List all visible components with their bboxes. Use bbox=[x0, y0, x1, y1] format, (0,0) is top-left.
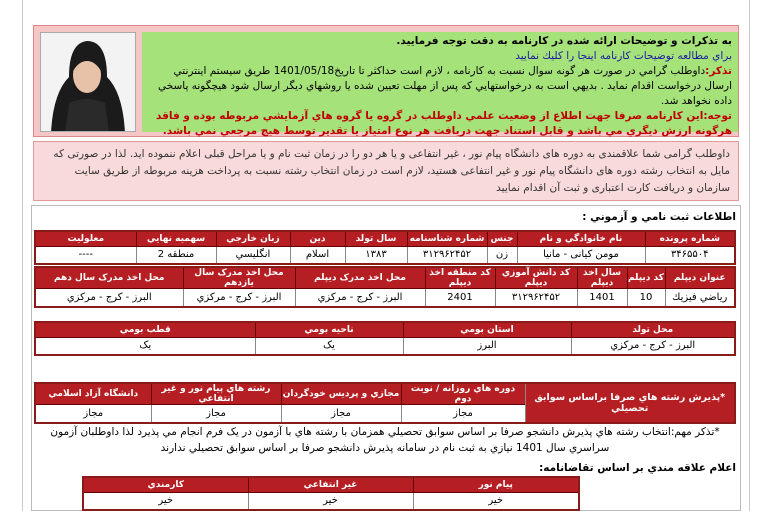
header-quota: سهميه نهايي bbox=[136, 231, 216, 246]
header-language: زبان خارجي bbox=[216, 231, 290, 246]
file-number: ۳۴۶۵۵۰۴ bbox=[645, 246, 735, 264]
registration-title: اطلاعات ثبت نامي و آزموني : bbox=[582, 211, 736, 223]
nonprofit-interest: خير bbox=[248, 492, 413, 510]
header-diploma-code: کد ديپلم bbox=[627, 267, 665, 289]
report-card-page bbox=[22, 0, 750, 511]
header-gender: جنس bbox=[487, 231, 517, 246]
header-virtual-courses: مجازي و پرديس خودگردان bbox=[281, 383, 401, 405]
notice-line4: توجه:اين كارنامه صرفا جهت اطلاع از وضعيت علمي داوطلب در گروه يا گروه هاي آزمايشي مربوطه بوده و فاقد هرگونه ارزش ديگري مي باشد و قابل استناد جهت دريافت هر نوع امتياز يا تقدير توسط هيچ مرجعي نمي باشد. bbox=[155, 110, 732, 137]
native-province: البرز bbox=[403, 337, 571, 355]
diploma-year: 1401 bbox=[577, 289, 627, 307]
candidate-photo bbox=[40, 32, 136, 132]
disability: ---- bbox=[35, 246, 136, 264]
header-religion: دين bbox=[290, 231, 345, 246]
header-native-province: استان بومي bbox=[403, 322, 571, 337]
diploma-code: 10 bbox=[627, 289, 665, 307]
header-diploma-year: سال اخذ ديپلم bbox=[577, 267, 627, 289]
full-name: مومن کیانی - مانیا bbox=[517, 246, 645, 264]
header-payamnoor-courses: رشته هاي پيام نور و غير انتفاعي bbox=[151, 383, 281, 405]
daytime-status: مجاز bbox=[401, 405, 525, 423]
header-nonprofit: غير انتفاعي bbox=[248, 477, 413, 492]
header-native-pole: قطب بومي bbox=[35, 322, 255, 337]
religion: اسلام bbox=[290, 246, 345, 264]
report-guide-link[interactable]: براي مطالعه توضيحات كارنامه اينجا را كليك نماييد bbox=[515, 50, 732, 62]
birth-year: ۱۳۸۳ bbox=[345, 246, 407, 264]
region-code: 2401 bbox=[425, 289, 495, 307]
personal-info-table bbox=[34, 230, 736, 265]
header-diploma-place: محل اخذ مدرک ديپلم bbox=[295, 267, 425, 289]
grade11-place: البرز - كرج - مركزي bbox=[183, 289, 295, 307]
native-pole: يک bbox=[35, 337, 255, 355]
notice-box bbox=[33, 25, 739, 137]
payamnoor-interest: خير bbox=[413, 492, 579, 510]
grade10-place: البرز - كرج - مركزي bbox=[35, 289, 183, 307]
interest-title: اعلام علاقه مندي بر اساس تقاضانامه: bbox=[539, 462, 736, 474]
header-birthplace: محل تولد bbox=[571, 322, 735, 337]
payamnoor-status: مجاز bbox=[151, 405, 281, 423]
header-grade11-place: محل اخذ مدرک سال يازدهم bbox=[183, 267, 295, 289]
header-birth-year: سال تولد bbox=[345, 231, 407, 246]
header-azad-university: دانشگاه آزاد اسلامي bbox=[35, 383, 151, 405]
admission-row-label: *پذيرش رشته هاي صرفا براساس سوابق تحصيلي bbox=[525, 383, 735, 423]
native-district: يک bbox=[255, 337, 403, 355]
student-code: ۳۱۲۹۶۲۴۵۲ bbox=[495, 289, 577, 307]
diploma-place: البرز - كرج - مركزي bbox=[295, 289, 425, 307]
header-payamnoor: پيام نور bbox=[413, 477, 579, 492]
birthplace-table bbox=[34, 321, 736, 356]
admission-table bbox=[34, 382, 736, 424]
azad-status: مجاز bbox=[35, 405, 151, 423]
header-native-district: ناحيه بومي bbox=[255, 322, 403, 337]
header-region-code: کد منطقه اخذ ديپلم bbox=[425, 267, 495, 289]
birthplace: البرز - كرج - مركزي bbox=[571, 337, 735, 355]
diploma-title: رياضي فيزيك bbox=[665, 289, 735, 307]
header-id-number: شماره شناسنامه bbox=[407, 231, 487, 246]
gender: زن bbox=[487, 246, 517, 264]
header-file-number: شماره پرونده bbox=[645, 231, 735, 246]
employee-interest: خير bbox=[83, 492, 248, 510]
header-employee: كارمندي bbox=[83, 477, 248, 492]
diploma-info-table bbox=[34, 266, 736, 308]
header-diploma-title: عنوان ديپلم bbox=[665, 267, 735, 289]
header-student-code: کد دانش آموزي ديپلم bbox=[495, 267, 577, 289]
interest-warning: داوطلب گرامی شما علاقمندی به دوره های دانشگاه پیام نور ، غیر انتفاعی و یا هر دو را در زمان ثبت نام و یا مراحل قبلی اعلام ننموده اید. لذا در صورتی که مایل به انتخاب رشته دوره های دانشگاه پیام نور و غیر انتفاعی هستید، لازم است در زمان انتخاب رشته نسبت به پرداخت هزینه مربوطه از طریق سایت سازمان و دریافت کارت اعتباری و ثبت آن اقدام نمایید bbox=[33, 141, 739, 201]
notice-label: تذکر: bbox=[705, 65, 732, 77]
header-disability: معلوليت bbox=[35, 231, 136, 246]
notice-line3: داوطلب گرامي در صورت هر گونه سوال نسبت به كارنامه ، لازم است حداكثر تا تاريخ1401/05/18 طريق سيستم اينترنتي ارسال درخواست اقدام نمايد . بديهي است به درخواستهايي كه پس از مهلت تعيين شده يا روشهاي ديگر ارسال شود هيچگونه پاسخي داده نخواهد شد. bbox=[157, 65, 732, 107]
header-full-name: نام خانوادگي و نام bbox=[517, 231, 645, 246]
interest-table bbox=[82, 476, 580, 511]
virtual-status: مجاز bbox=[281, 405, 401, 423]
id-number: ۳۱۲۹۶۲۴۵۲ bbox=[407, 246, 487, 264]
important-note: *تذکر مهم:انتخاب رشته هاي پذيرش دانشجو صرفا بر اساس سوابق تحصيلي همزمان با رشته هاي با آزمون در يک فرم انجام مي پذيرد لذا داوطلبان آزمون سراسري سال 1401 نيازي به ثبت نام در سامانه پذيرش دانشجو صرفا بر اساس سوابق تحصيلي ندارند bbox=[50, 426, 720, 454]
quota: منطقه 2 bbox=[136, 246, 216, 264]
header-daytime-courses: دوره هاي روزانه / نوبت دوم bbox=[401, 383, 525, 405]
header-grade10-place: محل اخذ مدرک سال دهم bbox=[35, 267, 183, 289]
notice-text bbox=[142, 32, 738, 137]
language: انگليسي bbox=[216, 246, 290, 264]
registration-section bbox=[31, 205, 741, 511]
notice-line1: به تذکرات و توضیحات ارائه شده در کارنامه به دقت توجه فرمایید. bbox=[396, 35, 732, 47]
